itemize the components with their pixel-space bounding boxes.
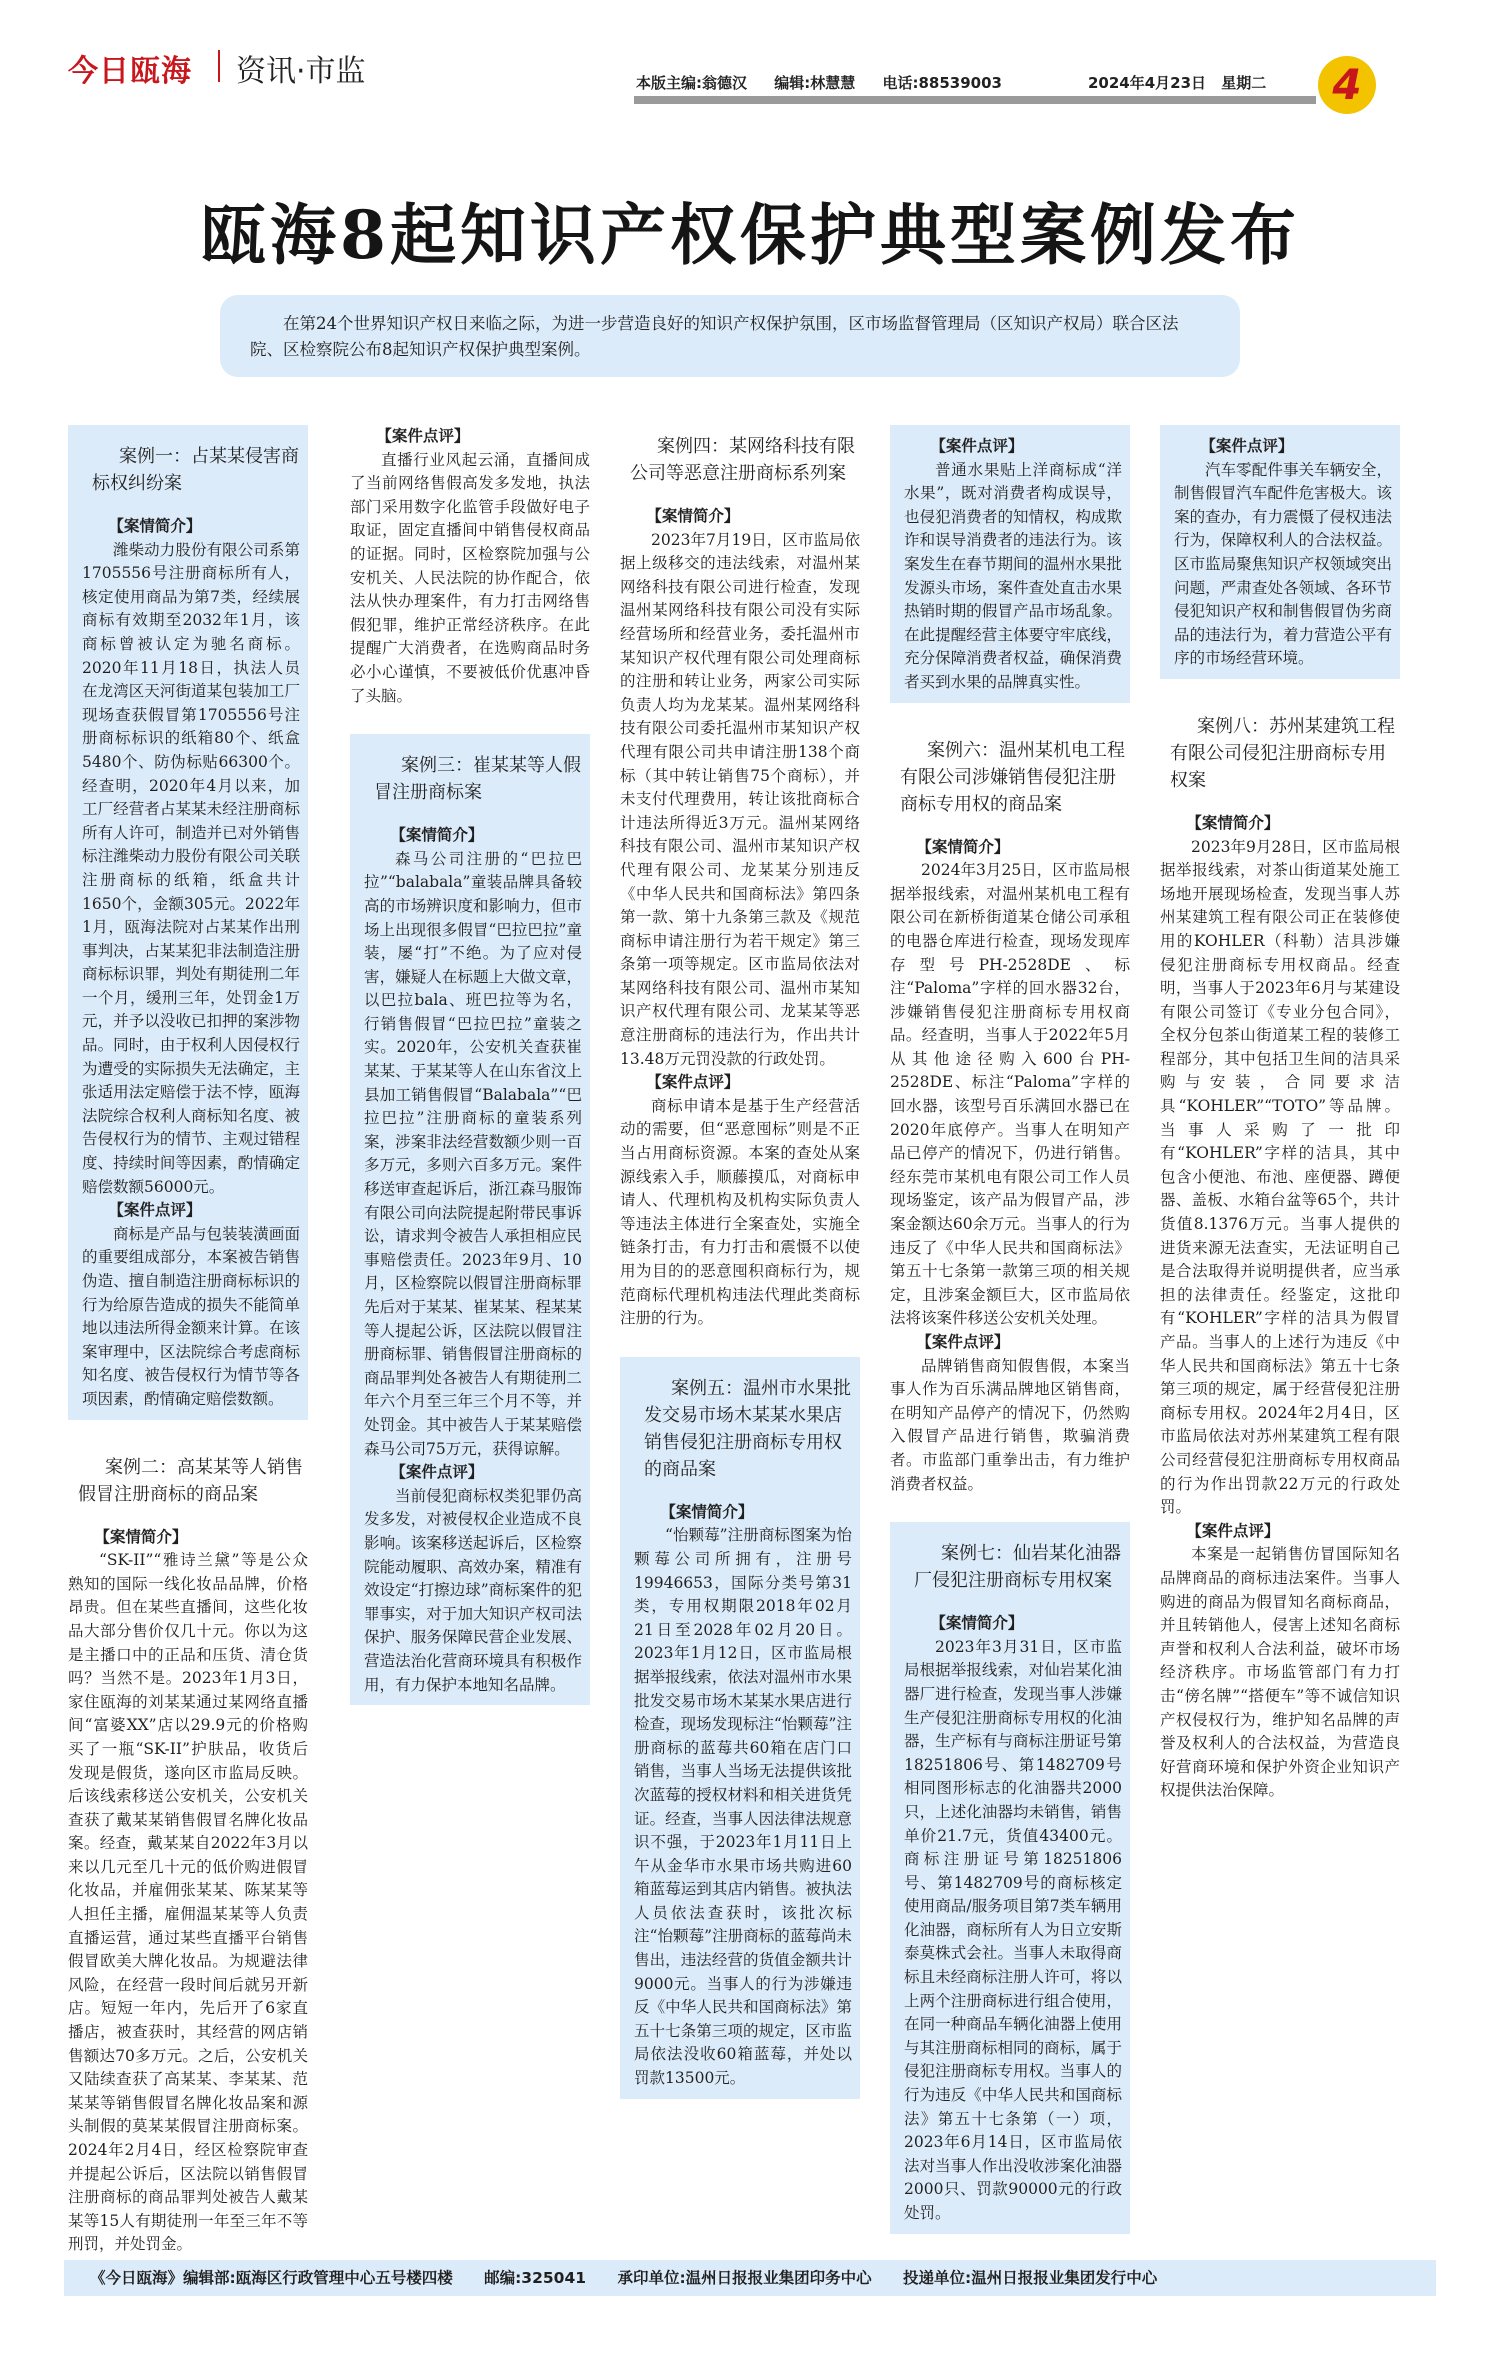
- column-3: [620, 425, 860, 2225]
- brief-label: 【案情简介】: [660, 1502, 754, 1521]
- footer-editorial: 《今日瓯海》编辑部:瓯海区行政管理中心五号楼四楼: [90, 2269, 453, 2287]
- footer-postcode: 邮编:325041: [484, 2269, 587, 2287]
- comment-label: 【案件点评】: [646, 1073, 740, 1092]
- logo-divider: [218, 50, 220, 82]
- editor-info: [636, 72, 1024, 93]
- case-comment: 商标是产品与包装装潢画面的重要组成部分，本案被告销售伪造、擅自制造注册商标标识的行为给原告造成的损失不能简单地以违法所得金额来计算。在该案审理中，区法院综合考虑商标知名度、被告侵权行为情节等各项因素，酌情确定赔偿数额。: [82, 1224, 300, 1408]
- case-comment: 汽车零配件事关车辆安全，制售假冒汽车配件危害极大。该案的查办，有力震慑了侵权违法行为，保障权利人的合法权益。区市监局聚焦知识产权领域突出问题，严肃查处各领域、各环节侵犯知识产权和制售假冒伪劣商品的违法行为，着力营造公平有序的市场经营环境。: [1174, 460, 1392, 668]
- case-title: 案例二：高某某等人销售假冒注册商标的商品案: [78, 1456, 303, 1505]
- column-4: [890, 425, 1130, 2225]
- headline: 瓯海8起知识产权保护典型案例发布: [200, 196, 1300, 274]
- case-brief: 2023年9月28日，区市监局根据举报线索，对茶山街道某处施工场地开展现场检查，发现当事人苏州某建筑工程有限公司正在装修使用的KOHLER（科勒）洁具涉嫌侵犯注册商标专用权商品。经查明，当事人于2023年6月与某建设有限公司签订《专业分包合同》，全权分包茶山街道某工程的装修工程部分，其中包括卫生间的洁具采购与安装，合同要求洁具“KOHLER”“TOTO”等品牌。当事人采购了一批印有“KOHLER”字样的洁具，其中包含小便池、布池、座便器、蹲便器、盖板、水箱台盆等65个，共计货值8.1376万元。当事人提供的进货来源无法查实，无法证明自己是合法取得并说明提供者，应当承担的法律责任。经鉴定，这批印有“KOHLER”字样的洁具为假冒产品。当事人的上述行为违反《中华人民共和国商标法》第五十七条第三项的规定，属于经营侵犯注册商标专用权。2024年2月4日，区市监局依法对苏州某建筑工程有限公司经营侵犯注册商标专用权商品的行为作出罚款22万元的行政处罚。: [1160, 837, 1400, 1517]
- case-title: 案例一：占某某侵害商标权纠纷案: [92, 446, 299, 494]
- phone: 电话:88539003: [882, 74, 1002, 92]
- case-comment: 直播行业风起云涌，直播间成了当前网络售假高发多发地，执法部门采用数字化监管手段做好电子取证，固定直播间中销售侵权商品的证据。同时，区检察院加强与公安机关、人民法院的协作配合，依法从快办理案件，有力打击网络售假犯罪，维护正常经济秩序。在此提醒广大消费者，在选购商品时务必小心谨慎，不要被低价优惠冲昏了头脑。: [350, 450, 590, 705]
- case-2-continued: [350, 425, 590, 708]
- intro-text: 在第24个世界知识产权日来临之际，为进一步营造良好的知识产权保护氛围，区市场监督管理局（区知识产权局）联合区法院、区检察院公布8起知识产权保护典型案例。: [250, 314, 1179, 359]
- intro-box: [220, 295, 1240, 377]
- case-comment: 品牌销售商知假售假，本案当事人作为百乐满品牌地区销售商，在明知产品停产的情况下，仍然购入假冒产品进行销售，欺骗消费者。市监部门重拳出击，有力维护消费者权益。: [890, 1356, 1130, 1493]
- footer-printer: 承印单位:温州日报报业集团印务中心: [617, 2269, 872, 2287]
- case-5-continued: [890, 425, 1130, 703]
- case-comment: 当前侵犯商标权类犯罪仍高发多发，对被侵权企业造成不良影响。该案移送起诉后，区检察院能动履职、高效办案，精准有效设定“打擦边球”商标案件的犯罪事实，对于加大知识产权司法保护、服务保障民营企业发展、营造法治化营商环境具有积极作用，有力保护本地知名品牌。: [364, 1486, 582, 1694]
- case-brief: 2023年3月31日，区市监局根据举报线索，对仙岩某化油器厂进行检查，发现当事人涉嫌生产侵犯注册商标专用权的化油器，生产标有与商标注册证号第18251806号、第1482709号相同图形标志的化油器共2000只，上述化油器均未销售，销售单价21.7元，货值43400元。商标注册证号第18251806号、第1482709号的商标核定使用商品/服务项目第7类车辆用化油器，商标所有人为日立安斯泰莫株式会社。当事人未取得商标且未经商标注册人许可，将以上两个注册商标进行组合使用，在同一种商品车辆化油器上使用与其注册商标相同的商标，属于侵犯注册商标专用权。当事人的行为违反《中华人民共和国商标法》第五十七条第（一）项，2023年6月14日，区市监局依法对当事人作出没收涉案化油器2000只、罚款90000元的行政处罚。: [904, 1637, 1122, 2222]
- case-brief: 2024年3月25日，区市监局根据举报线索，对温州某机电工程有限公司在新桥街道某仓储公司承租的电器仓库进行检查，现场发现库存型号PH-2528DE、标注“Paloma”字样的回水器32台，涉嫌销售侵犯注册商标专用权商品。经查明，当事人于2022年5月从其他途径购入600台PH-2528DE、标注“Paloma”字样的回水器，该型号百乐满回水器已在2020年底停产。当事人在明知产品已停产的情况下，仍进行销售。经东莞市某机电有限公司工作人员现场鉴定，该产品为假冒产品，涉案金额达60余万元。当事人的行为违反了《中华人民共和国商标法》第五十七条第一款第三项的相关规定，且涉案金额巨大，区市监局依法将该案件移送公安机关处理。: [890, 861, 1130, 1328]
- case-4: [620, 433, 860, 1331]
- comment-label: 【案件点评】: [1200, 437, 1294, 455]
- case-5: [620, 1357, 860, 2099]
- weekday: 星期二: [1221, 74, 1267, 92]
- column-5: [1160, 425, 1400, 2225]
- comment-label: 【案件点评】: [930, 437, 1024, 455]
- brief-label: 【案情简介】: [930, 1614, 1024, 1633]
- footer-bar: [64, 2260, 1436, 2296]
- brief-label: 【案情简介】: [94, 1527, 188, 1546]
- comment-label: 【案件点评】: [390, 1463, 484, 1482]
- case-6: [890, 737, 1130, 1497]
- case-comment: 普通水果贴上洋商标成“洋水果”，既对消费者构成误导，也侵犯消费者的知情权，构成欺诈和误导消费者的违法行为。该案发生在春节期间的温州水果批发源头市场，案件查处直击水果热销时期的假冒产品市场乱象。在此提醒经营主体要守牢底线，充分保障消费者权益，确保消费者买到水果的品牌真实性。: [904, 460, 1122, 691]
- case-title: 案例七：仙岩某化油器厂侵犯注册商标专用权案: [914, 1543, 1121, 1592]
- brief-label: 【案情简介】: [1186, 813, 1280, 832]
- case-brief: 森马公司注册的“巴拉巴拉”“balabala”童装品牌具备较高的市场辨识度和影响力，但市场上出现很多假冒“巴拉巴拉”童装，屡“打”不绝。为了应对侵害，嫌疑人在标题上大做文章，以巴拉bala、班巴拉等为名，行销售假冒“巴拉巴拉”童装之实。2020年，公安机关查获崔某某、于某某等人在山东省汶上县加工销售假冒“Balabala”“巴拉巴拉”注册商标的童装系列案，涉案非法经营数额少则一百多万元，多则六百多万元。案件移送审查起诉后，浙江森马服饰有限公司向法院提起附带民事诉讼，请求判令被告人承担相应民事赔偿责任。2023年9月、10月，区检察院以假冒注册商标罪先后对于某某、崔某某、程某某等人提起公诉，区法院以假冒注册商标罪、销售假冒注册商标的商品罪判处各被告人有期徒刑二年六个月至三年三个月不等，并处罚金。其中被告人于某某赔偿森马公司75万元，获得谅解。: [364, 849, 582, 1458]
- editor: 编辑:林慧慧: [774, 74, 856, 92]
- issue-date: [1088, 72, 1276, 93]
- newspaper-logo: 今日瓯海: [68, 54, 192, 89]
- page-number-badge: 4: [1318, 56, 1376, 114]
- masthead-rule: [634, 96, 1316, 104]
- comment-label: 【案件点评】: [1186, 1521, 1280, 1540]
- section-name: 资讯·市监: [236, 54, 366, 89]
- case-brief: 2023年7月19日，区市监局依据上级移交的违法线索，对温州某网络科技有限公司进行检查，发现温州某网络科技有限公司没有实际经营场所和经营业务，委托温州市某知识产权代理有限公司处理商标的注册和转让业务，两家公司实际负责人均为龙某某。温州某网络科技有限公司委托温州市某知识产权代理有限公司共申请注册138个商标（其中转让销售75个商标），并未支付代理费用，转让该批商标合计违法所得近3万元。温州某网络科技有限公司、温州市某知识产权代理有限公司、龙某某分别违反《中华人民共和国商标法》第四条第一款、第十九条第三款及《规范商标申请注册行为若干规定》第三条第一项等规定。区市监局依法对某网络科技有限公司、温州市某知识产权代理有限公司、龙某某等恶意注册商标的违法行为，作出共计13.48万元罚没款的行政处罚。: [620, 530, 860, 1068]
- comment-label: 【案件点评】: [916, 1333, 1010, 1351]
- editor-in-chief: 本版主编:翁德汉: [636, 74, 747, 92]
- case-brief: “怡颗莓”注册商标图案为怡颗莓公司所拥有，注册号19946653，国际分类号第31类，专用权期限2018年02月21日至2028年02月20日。2023年1月12日，区市监局根据举报线索，依法对温州市水果批发交易市场木某某水果店进行检查，现场发现标注“怡颗莓”注册商标的蓝莓共60箱在店门口销售，当事人当场无法提供该批次蓝莓的授权材料和相关进货凭证。经查，当事人因法律法规意识不强，于2023年1月11日上午从金华市水果市场共购进60箱蓝莓运到其店内销售。被执法人员依法查获时，该批次标注“怡颗莓”注册商标的蓝莓尚未售出，违法经营的货值金额共计9000元。当事人的行为涉嫌违反《中华人民共和国商标法》第五十七条第三项的规定，区市监局依法没收60箱蓝莓，并处以罚款13500元。: [634, 1526, 852, 2088]
- date: 2024年4月23日: [1088, 74, 1207, 92]
- comment-label: 【案件点评】: [376, 427, 470, 445]
- case-2: [68, 1454, 308, 2257]
- comment-label: 【案件点评】: [108, 1201, 202, 1220]
- case-brief: “SK-II”“雅诗兰黛”等是公众熟知的国际一线化妆品品牌，价格昂贵。但在某些直播间，这些化妆品大部分售价仅几十元。你以为这是主播口中的正品和压货、清仓货吗？当然不是。2023年1月3日，家住瓯海的刘某某通过某网络直播间“富婆XX”店以29.9元的价格购买了一瓶“SK-II”护肤品，收货后发现是假货，遂向区市监局反映。后该线索移送公安机关，公安机关查获了戴某某销售假冒名牌化妆品案。经查，戴某某自2022年3月以来以几元至几十元的低价购进假冒化妆品，并雇佣张某某、陈某某等人担任主播，雇佣温某某等人负责直播运营，通过某些直播平台销售假冒欧美大牌化妆品。为规避法律风险，在经营一段时间后就另开新店。短短一年内，先后开了6家直播店，被查获时，其经营的网店销售额达70多万元。之后，公安机关又陆续查获了高某某、李某某、范某某等销售假冒名牌化妆品案和源头制假的莫某某假冒注册商标案。2024年2月4日，经区检察院审查并提起公诉后，区法院以销售假冒注册商标的商品罪判处被告人戴某某等15人有期徒刑一年至三年不等刑罚，并处罚金。: [68, 1551, 308, 2254]
- case-comment: 本案是一起销售仿冒国际知名品牌商品的商标违法案件。当事人购进的商品为假冒知名商标商品，并且转销他人，侵害上述知名商标声誉和权利人合法利益，破坏市场经济秩序。市场监管部门有力打击“傍名牌”“搭便车”等不诚信知识产权侵权行为，维护知名品牌的声誉及权利人的合法权益，为营造良好营商环境和保护外资企业知识产权提供法治保障。: [1160, 1545, 1400, 1800]
- case-7: [890, 1522, 1130, 2233]
- case-7-continued: [1160, 425, 1400, 679]
- case-title: 案例八：苏州某建筑工程有限公司侵犯注册商标专用权案: [1170, 715, 1395, 791]
- brief-label: 【案情简介】: [916, 837, 1010, 856]
- case-title: 案例五：温州市水果批发交易市场木某某水果店销售侵犯注册商标专用权的商品案: [644, 1377, 851, 1480]
- brief-label: 【案情简介】: [646, 507, 740, 525]
- case-comment: 商标申请本是基于生产经营活动的需要，但“恶意囤标”则是不正当占用商标资源。本案的查处从案源线索入手，顺藤摸瓜，对商标申请人、代理机构及机构实际负责人等违法主体进行全案查处，实施全链条打击，有力打击和震慑不以使用为目的的恶意囤积商标行为，规范商标代理机构违法代理此类商标注册的行为。: [620, 1096, 860, 1328]
- masthead: [0, 0, 1500, 110]
- case-3: [350, 734, 590, 1705]
- case-brief: 潍柴动力股份有限公司系第1705556号注册商标所有人，核定使用商品为第7类，经续展商标有效期至2032年1月，该商标曾被认定为驰名商标。2020年11月18日，执法人员在龙湾区天河街道某包装加工厂现场查获假冒第1705556号注册商标标识的纸箱80个、纸盒5480个、防伪标贴66300个。经查明，2020年4月以来，加工厂经营者占某某未经注册商标所有人许可，制造并已对外销售标注潍柴动力股份有限公司关联注册商标的纸箱，纸盒共计1650个，金额305元。2022年1月，瓯海法院对占某某作出刑事判决，占某某犯非法制造注册商标标识罪，判处有期徒刑二年一个月，缓刑三年，处罚金1万元，并予以没收已扣押的案涉物品。同时，由于权利人因侵权行为遭受的实际损失无法确定，主张适用法定赔偿于法不悖，瓯海法院综合权利人商标知名度、被告侵权行为的情节、主观过错程度、持续时间等因素，酌情确定赔偿数额56000元。: [82, 540, 300, 1196]
- case-title: 案例六：温州某机电工程有限公司涉嫌销售侵犯注册商标专用权的商品案: [900, 739, 1125, 815]
- column-1: [68, 425, 308, 2254]
- brief-label: 【案情简介】: [108, 517, 202, 535]
- case-title: 案例三：崔某某等人假冒注册商标案: [374, 755, 581, 804]
- case-title: 案例四：某网络科技有限公司等恶意注册商标系列案: [630, 436, 855, 484]
- case-1: [68, 425, 308, 1420]
- brief-label: 【案情简介】: [390, 826, 484, 845]
- column-2: [350, 425, 590, 2225]
- case-8: [1160, 713, 1400, 1803]
- footer-distributor: 投递单位:温州日报报业集团发行中心: [903, 2269, 1158, 2287]
